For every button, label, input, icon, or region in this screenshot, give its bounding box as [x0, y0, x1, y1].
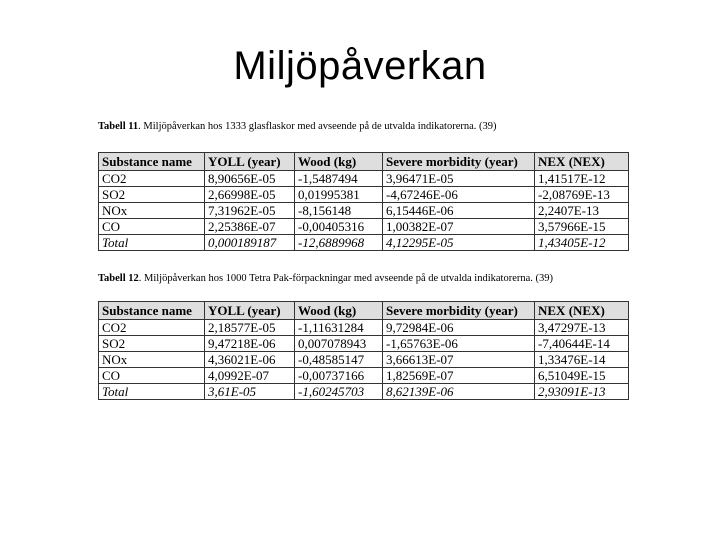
cell-substance: CO — [99, 368, 205, 384]
cell-severe-morbidity: 9,72984E-06 — [383, 320, 535, 336]
cell-severe-morbidity: 1,82569E-07 — [383, 368, 535, 384]
table-11-caption-text: . Miljöpåverkan hos 1333 glasflaskor med avseende på de utvalda indikatorerna. (39) — [138, 121, 497, 132]
cell-wood: 0,01995381 — [295, 187, 383, 203]
cell-substance: CO2 — [99, 171, 205, 187]
table-row — [99, 320, 629, 336]
table-12-caption-label: Tabell 12 — [98, 273, 139, 284]
table-row — [99, 336, 629, 352]
header-wood: Wood (kg) — [295, 153, 383, 171]
cell-substance: Total — [99, 384, 205, 400]
table-12 — [98, 301, 629, 400]
header-substance-name: Substance name — [99, 302, 205, 320]
table-total-row — [99, 235, 629, 251]
cell-nex: 1,41517E-12 — [535, 171, 629, 187]
cell-nex: -7,40644E-14 — [535, 336, 629, 352]
cell-nex: 6,51049E-15 — [535, 368, 629, 384]
header-wood: Wood (kg) — [295, 302, 383, 320]
cell-nex: 2,2407E-13 — [535, 203, 629, 219]
cell-yoll: 2,18577E-05 — [205, 320, 295, 336]
cell-yoll: 4,36021E-06 — [205, 352, 295, 368]
table-header-row — [99, 153, 629, 171]
table-total-row — [99, 384, 629, 400]
cell-severe-morbidity: -4,67246E-06 — [383, 187, 535, 203]
cell-yoll: 3,61E-05 — [205, 384, 295, 400]
cell-substance: SO2 — [99, 336, 205, 352]
cell-yoll: 8,90656E-05 — [205, 171, 295, 187]
cell-wood: -0,00737166 — [295, 368, 383, 384]
header-severe-morbidity: Severe morbidity (year) — [383, 302, 535, 320]
table-row — [99, 352, 629, 368]
table-row — [99, 203, 629, 219]
cell-wood: -8,156148 — [295, 203, 383, 219]
cell-substance: CO2 — [99, 320, 205, 336]
table-row — [99, 187, 629, 203]
header-yoll: YOLL (year) — [205, 153, 295, 171]
table-11 — [98, 152, 629, 251]
cell-substance: CO — [99, 219, 205, 235]
header-severe-morbidity: Severe morbidity (year) — [383, 153, 535, 171]
cell-nex: 1,43405E-12 — [535, 235, 629, 251]
cell-severe-morbidity: -1,65763E-06 — [383, 336, 535, 352]
cell-substance: NOx — [99, 203, 205, 219]
table-header-row — [99, 302, 629, 320]
cell-substance: Total — [99, 235, 205, 251]
cell-severe-morbidity: 8,62139E-06 — [383, 384, 535, 400]
cell-wood: -1,60245703 — [295, 384, 383, 400]
table-12-caption-text: . Miljöpåverkan hos 1000 Tetra Pak-förpackningar med avseende på de utvalda indikatorerna. (39) — [138, 273, 554, 284]
cell-substance: SO2 — [99, 187, 205, 203]
cell-severe-morbidity: 3,66613E-07 — [383, 352, 535, 368]
header-substance-name: Substance name — [99, 153, 205, 171]
table-row — [99, 368, 629, 384]
header-nex: NEX (NEX) — [535, 302, 629, 320]
cell-yoll: 9,47218E-06 — [205, 336, 295, 352]
header-yoll: YOLL (year) — [205, 302, 295, 320]
cell-nex: 1,33476E-14 — [535, 352, 629, 368]
cell-yoll: 7,31962E-05 — [205, 203, 295, 219]
slide-title: Miljöpåverkan — [233, 44, 487, 88]
cell-wood: -0,00405316 — [295, 219, 383, 235]
cell-wood: -12,6889968 — [295, 235, 383, 251]
cell-yoll: 4,0992E-07 — [205, 368, 295, 384]
table-11-caption-label: Tabell 11 — [98, 121, 139, 132]
cell-yoll: 2,66998E-05 — [205, 187, 295, 203]
table-row — [99, 171, 629, 187]
cell-nex: 2,93091E-13 — [535, 384, 629, 400]
cell-nex: 3,47297E-13 — [535, 320, 629, 336]
cell-severe-morbidity: 3,96471E-05 — [383, 171, 535, 187]
cell-severe-morbidity: 4,12295E-05 — [383, 235, 535, 251]
header-nex: NEX (NEX) — [535, 153, 629, 171]
cell-wood: 0,007078943 — [295, 336, 383, 352]
cell-yoll: 2,25386E-07 — [205, 219, 295, 235]
cell-wood: -1,5487494 — [295, 171, 383, 187]
table-row — [99, 219, 629, 235]
cell-nex: 3,57966E-15 — [535, 219, 629, 235]
cell-severe-morbidity: 1,00382E-07 — [383, 219, 535, 235]
table-11-caption — [98, 121, 628, 132]
cell-severe-morbidity: 6,15446E-06 — [383, 203, 535, 219]
cell-nex: -2,08769E-13 — [535, 187, 629, 203]
table-12-caption — [98, 273, 628, 284]
cell-wood: -1,11631284 — [295, 320, 383, 336]
cell-yoll: 0,000189187 — [205, 235, 295, 251]
cell-substance: NOx — [99, 352, 205, 368]
cell-wood: -0,48585147 — [295, 352, 383, 368]
